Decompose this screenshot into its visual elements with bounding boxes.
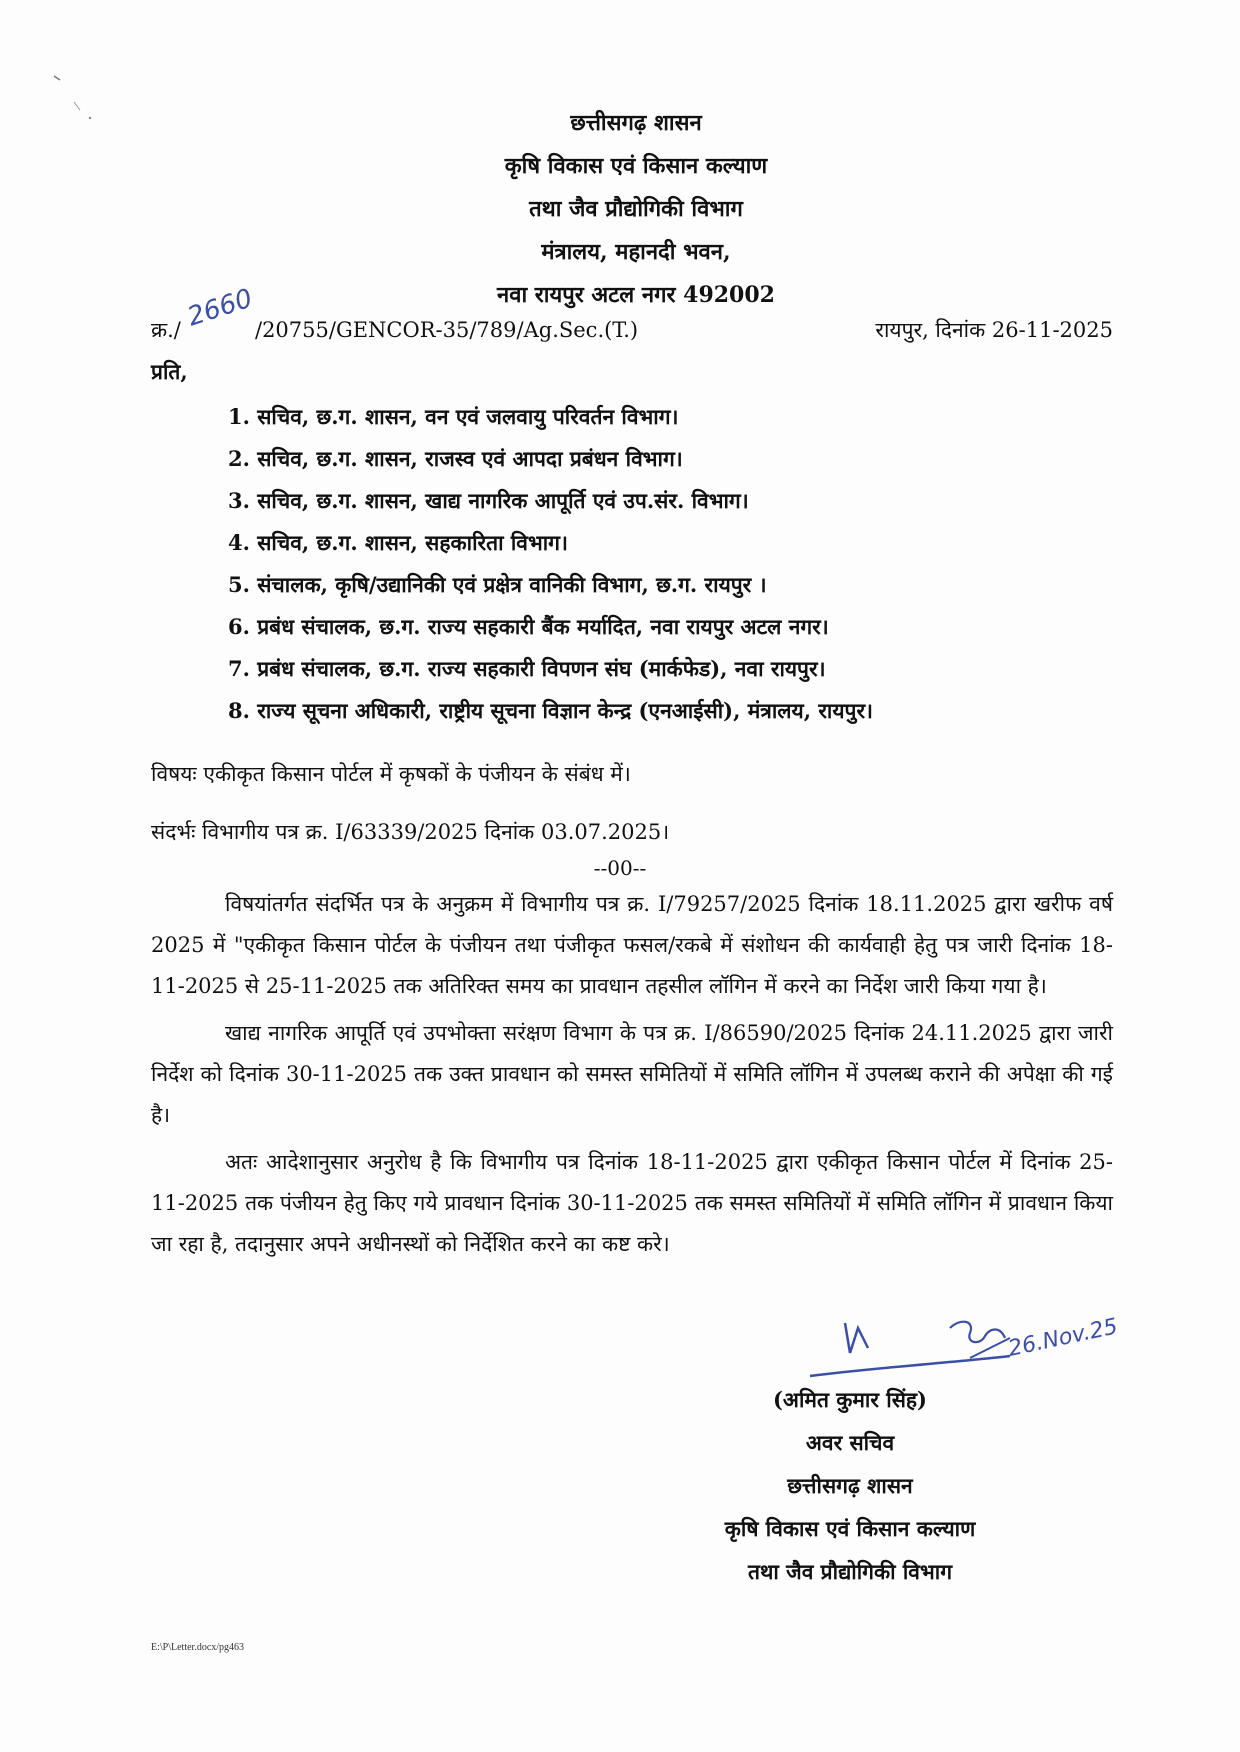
handwritten-signature [780,1298,1160,1388]
letterhead-line: मंत्रालय, महानदी भवन, [541,239,731,265]
signature-date: 26.Nov.25 [1006,1314,1120,1362]
recipient-item: 6. प्रबंध संचालक, छ.ग. राज्य सहकारी बैंक मर्यादित, नवा रायपुर अटल नगर। [228,614,829,639]
signatory-line: छत्तीसगढ़ शासन [787,1473,913,1498]
signatory-line: (अमित कुमार सिंह) [772,1387,927,1412]
place-date: रायपुर, दिनांक 26-11-2025 [875,318,1113,342]
reference-citation: संदर्भः विभागीय पत्र क्र. I/63339/2025 दिनांक 03.07.2025। [151,820,670,844]
signatory-line: अवर सचिव [805,1430,895,1455]
recipient-item: 7. प्रबंध संचालक, छ.ग. राज्य सहकारी विपणन संघ (मार्कफेड), नवा रायपुर। [228,656,826,681]
handwritten-letter-number: 2660 [183,283,257,333]
body-paragraph: खाद्य नागरिक आपूर्ति एवं उपभोक्ता सरंक्षण विभाग के पत्र क्र. I/86590/2025 दिनांक 24.11.2025 द्वारा जारी निर्देश को दिनांक 30-11-2025 तक उक्त प्रावधान को समस्त समितियों में समिति लॉगिन में उपलब्ध कराने की अपेक्षा की गई है। [151,1021,1113,1127]
recipient-item: 4. सचिव, छ.ग. शासन, सहकारिता विभाग। [228,530,568,555]
letter-body [151,884,1113,1271]
body-paragraph: विषयांतर्गत संदर्भित पत्र के अनुक्रम में विभागीय पत्र क्र. I/79257/2025 दिनांक 18.11.2025 द्वारा खरीफ वर्ष 2025 में "एकीकृत किसान पोर्टल के पंजीयन तथा पंजीकृत फसल/रकबे में संशोधन की कार्यवाही हेतु पत्र जारी दिनांक 18-11-2025 से 25-11-2025 तक अतिरिक्त समय का प्रावधान तहसील लॉगिन में करने का निर्देश जारी किया गया है। [151,892,1113,998]
recipient-list [228,396,1128,732]
letterhead-line: कृषि विकास एवं किसान कल्याण [504,153,768,179]
reference-code: /20755/GENCOR-35/789/Ag.Sec.(T.) [255,318,639,342]
letterhead [0,102,1240,317]
separator: --00-- [593,856,647,880]
recipient-item: 3. सचिव, छ.ग. शासन, खाद्य नागरिक आपूर्ति एवं उप.संर. विभाग। [228,488,749,513]
reference-prefix: क्र./ [151,318,181,342]
file-path-footer: E:\P\Letter.docx/pg463 [151,1642,245,1653]
body-paragraph: अतः आदेशानुसार अनुरोध है कि विभागीय पत्र दिनांक 18-11-2025 द्वारा एकीकृत किसान पोर्टल में दिनांक 25-11-2025 तक पंजीयन हेतु किए गये प्रावधान दिनांक 30-11-2025 तक समस्त समितियों में समिति लॉगिन में प्रावधान किया जा रहा है, तदानुसार अपने अधीनस्थों को निर्देशित करने का कष्ट करे। [151,1150,1113,1256]
recipient-item: 2. सचिव, छ.ग. शासन, राजस्व एवं आपदा प्रबंधन विभाग। [228,446,683,471]
letterhead-line: छत्तीसगढ़ शासन [570,110,702,136]
recipient-item: 1. सचिव, छ.ग. शासन, वन एवं जलवायु परिवर्तन विभाग। [228,404,679,429]
subject-line: विषयः एकीकृत किसान पोर्टल में कृषकों के पंजीयन के संबंध में। [151,762,631,786]
signatory-block [600,1378,1100,1593]
recipient-item: 8. राज्य सूचना अधिकारी, राष्ट्रीय सूचना विज्ञान केन्द्र (एनआईसी), मंत्रालय, रायपुर। [228,698,874,723]
signatory-line: तथा जैव प्रौद्योगिकी विभाग [747,1559,953,1584]
letterhead-line: तथा जैव प्रौद्योगिकी विभाग [529,196,743,222]
recipient-item: 5. संचालक, कृषि/उद्यानिकी एवं प्रक्षेत्र वानिकी विभाग, छ.ग. रायपुर । [228,572,767,597]
to-label: प्रति, [151,359,188,384]
letterhead-line: नवा रायपुर अटल नगर 492002 [497,282,775,308]
signatory-line: कृषि विकास एवं किसान कल्याण [724,1516,976,1541]
